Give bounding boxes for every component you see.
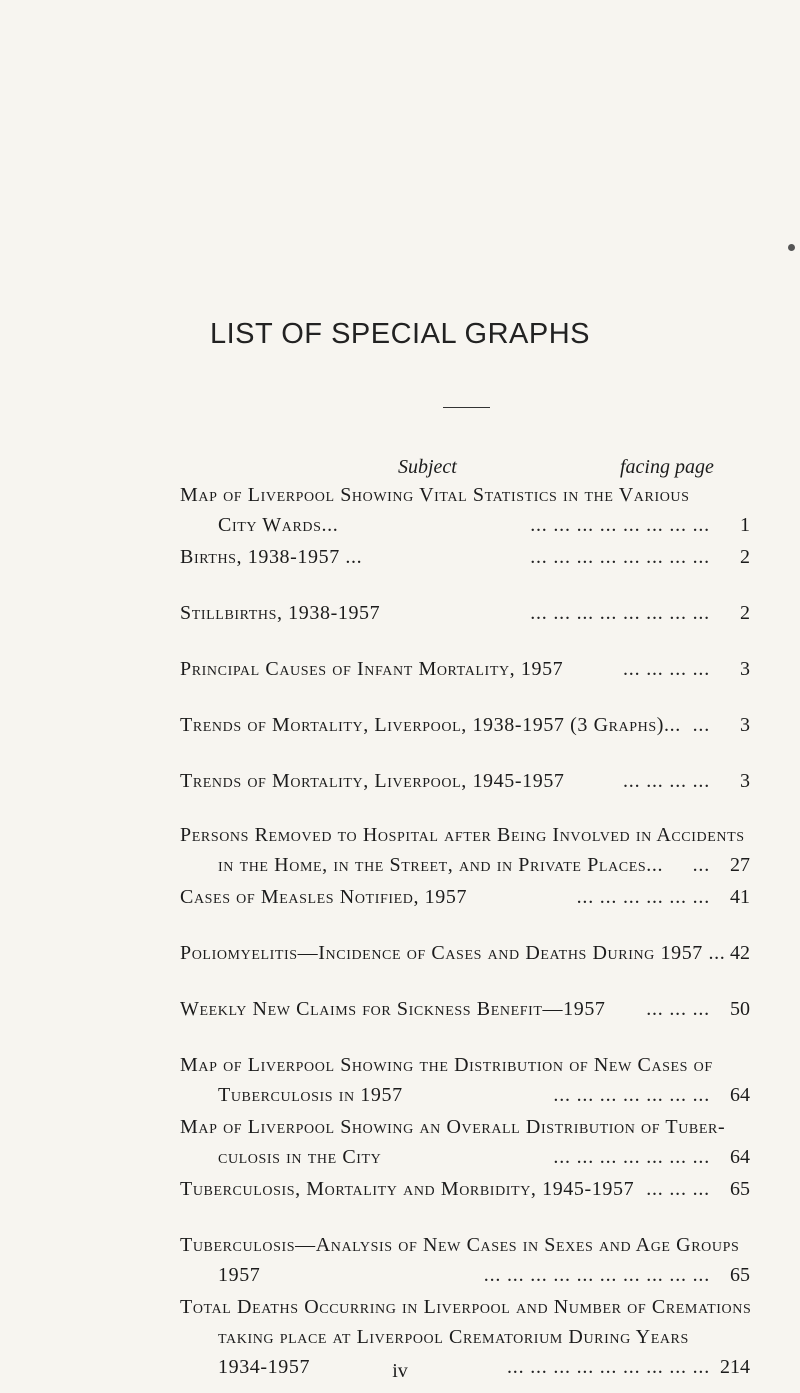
entry-line: [180, 1080, 750, 1110]
leader-dots: ... ... ... ... ... ... ... ... ...: [507, 1356, 710, 1378]
graph-entry: [180, 710, 750, 740]
entry-subject-text: Tuberculosis in 1957: [218, 1084, 403, 1106]
entry-subject-text: taking place at Liverpool Crematorium During Years: [218, 1326, 689, 1348]
entry-line: [180, 710, 750, 740]
entry-line: [180, 1174, 750, 1204]
entry-subject-text: Total Deaths Occurring in Liverpool and Number of Cremations: [180, 1296, 752, 1318]
entry-line: [180, 1112, 750, 1142]
entry-page-number: 214: [720, 1356, 750, 1378]
leader-dots: ... ... ... ... ... ... ...: [553, 1084, 710, 1106]
leader-dots: ... ... ... ... ... ... ... ...: [530, 602, 710, 624]
entry-line: [180, 1292, 750, 1322]
leader-dots: ... ... ... ...: [623, 770, 710, 792]
stray-ink-dot: [788, 244, 795, 251]
entry-page-number: 42: [730, 942, 750, 964]
entry-page-number: 3: [740, 658, 750, 680]
entry-subject-text: in the Home, in the Street, and in Private Places...: [218, 854, 664, 876]
leader-dots: ... ... ... ... ... ... ... ...: [530, 546, 710, 568]
graph-entry: [180, 1050, 750, 1110]
entry-subject-text: Stillbirths, 1938-1957: [180, 602, 381, 624]
entry-page-number: 3: [740, 770, 750, 792]
entry-line: [180, 1322, 750, 1352]
entry-page-number: 64: [730, 1146, 750, 1168]
entry-page-number: 65: [730, 1264, 750, 1286]
entry-page-number: 50: [730, 998, 750, 1020]
entry-page-number: 2: [740, 546, 750, 568]
entry-line: [180, 994, 750, 1024]
entry-line: [180, 598, 750, 628]
entry-page-number: 27: [730, 854, 750, 876]
entry-subject-text: Map of Liverpool Showing Vital Statistics in the Various: [180, 484, 690, 506]
entry-line: [180, 1260, 750, 1290]
graph-entry: [180, 1174, 750, 1204]
entry-subject-text: Map of Liverpool Showing an Overall Distribution of Tuber-: [180, 1116, 726, 1138]
graph-entry: [180, 654, 750, 684]
graph-entry: [180, 882, 750, 912]
entry-page-number: 64: [730, 1084, 750, 1106]
entry-page-number: 1: [740, 514, 750, 536]
page-title: LIST OF SPECIAL GRAPHS: [209, 318, 591, 350]
leader-dots: ... ... ... ...: [623, 658, 710, 680]
graph-entry: [180, 598, 750, 628]
entry-subject-text: Map of Liverpool Showing the Distribution of New Cases of: [180, 1054, 713, 1076]
subject-column-header: Subject: [398, 456, 457, 478]
graph-entry: [180, 994, 750, 1024]
entry-line: [180, 850, 750, 880]
leader-dots: ...: [692, 714, 710, 736]
graph-entry: [180, 480, 750, 540]
entry-subject-text: Principal Causes of Infant Mortality, 1957: [180, 658, 564, 680]
entry-line: [180, 938, 750, 968]
leader-dots: ...: [692, 854, 710, 876]
entry-page-number: 3: [740, 714, 750, 736]
entry-line: [180, 480, 750, 510]
entry-subject-text: Tuberculosis, Mortality and Morbidity, 1945-1957: [180, 1178, 635, 1200]
entry-page-number: 65: [730, 1178, 750, 1200]
leader-dots: ... ... ...: [646, 998, 710, 1020]
title-rule: [443, 407, 490, 408]
leader-dots: ... ... ... ... ... ... ... ... ... ...: [483, 1264, 710, 1286]
graph-entry: [180, 1112, 750, 1172]
entry-line: [180, 820, 750, 850]
entry-subject-text: Persons Removed to Hospital after Being Involved in Accidents: [180, 824, 745, 846]
graph-entry: [180, 766, 750, 796]
entry-subject-text: Tuberculosis—Analysis of New Cases in Sexes and Age Groups: [180, 1234, 740, 1256]
entry-subject-text: Births, 1938-1957 ...: [180, 546, 363, 568]
leader-dots: ... ... ... ... ... ...: [576, 886, 710, 908]
entry-subject-text: 1957: [218, 1264, 261, 1286]
leader-dots: ... ... ... ... ... ... ...: [553, 1146, 710, 1168]
leader-dots: ... ... ... ... ... ... ... ...: [530, 514, 710, 536]
entry-line: [180, 542, 750, 572]
entry-subject-text: 1934-1957: [218, 1356, 311, 1378]
graph-entry: [180, 1230, 750, 1290]
graph-entry: [180, 542, 750, 572]
entry-subject-text: Trends of Mortality, Liverpool, 1945-1957: [180, 770, 565, 792]
entry-subject-text: culosis in the City: [218, 1146, 382, 1168]
entry-line: [180, 1230, 750, 1260]
leader-dots: ... ... ...: [646, 1178, 710, 1200]
entry-line: [180, 1142, 750, 1172]
entry-subject-text: Trends of Mortality, Liverpool, 1938-1957 (3 Graphs)...: [180, 714, 681, 736]
entry-line: [180, 510, 750, 540]
graph-entry: [180, 820, 750, 880]
entry-line: [180, 882, 750, 912]
entry-subject-text: Weekly New Claims for Sickness Benefit—1957: [180, 998, 606, 1020]
entry-subject-text: Poliomyelitis—Incidence of Cases and Deaths During 1957 ...: [180, 942, 726, 964]
entry-subject-text: Cases of Measles Notified, 1957: [180, 886, 468, 908]
graph-entry: [180, 938, 750, 968]
facing-page-column-header: facing page: [620, 456, 714, 478]
entry-line: [180, 1050, 750, 1080]
page-number-footer: iv: [392, 1360, 408, 1382]
entry-page-number: 41: [730, 886, 750, 908]
entry-page-number: 2: [740, 602, 750, 624]
entry-line: [180, 654, 750, 684]
entry-subject-text: City Wards...: [218, 514, 339, 536]
entry-line: [180, 766, 750, 796]
